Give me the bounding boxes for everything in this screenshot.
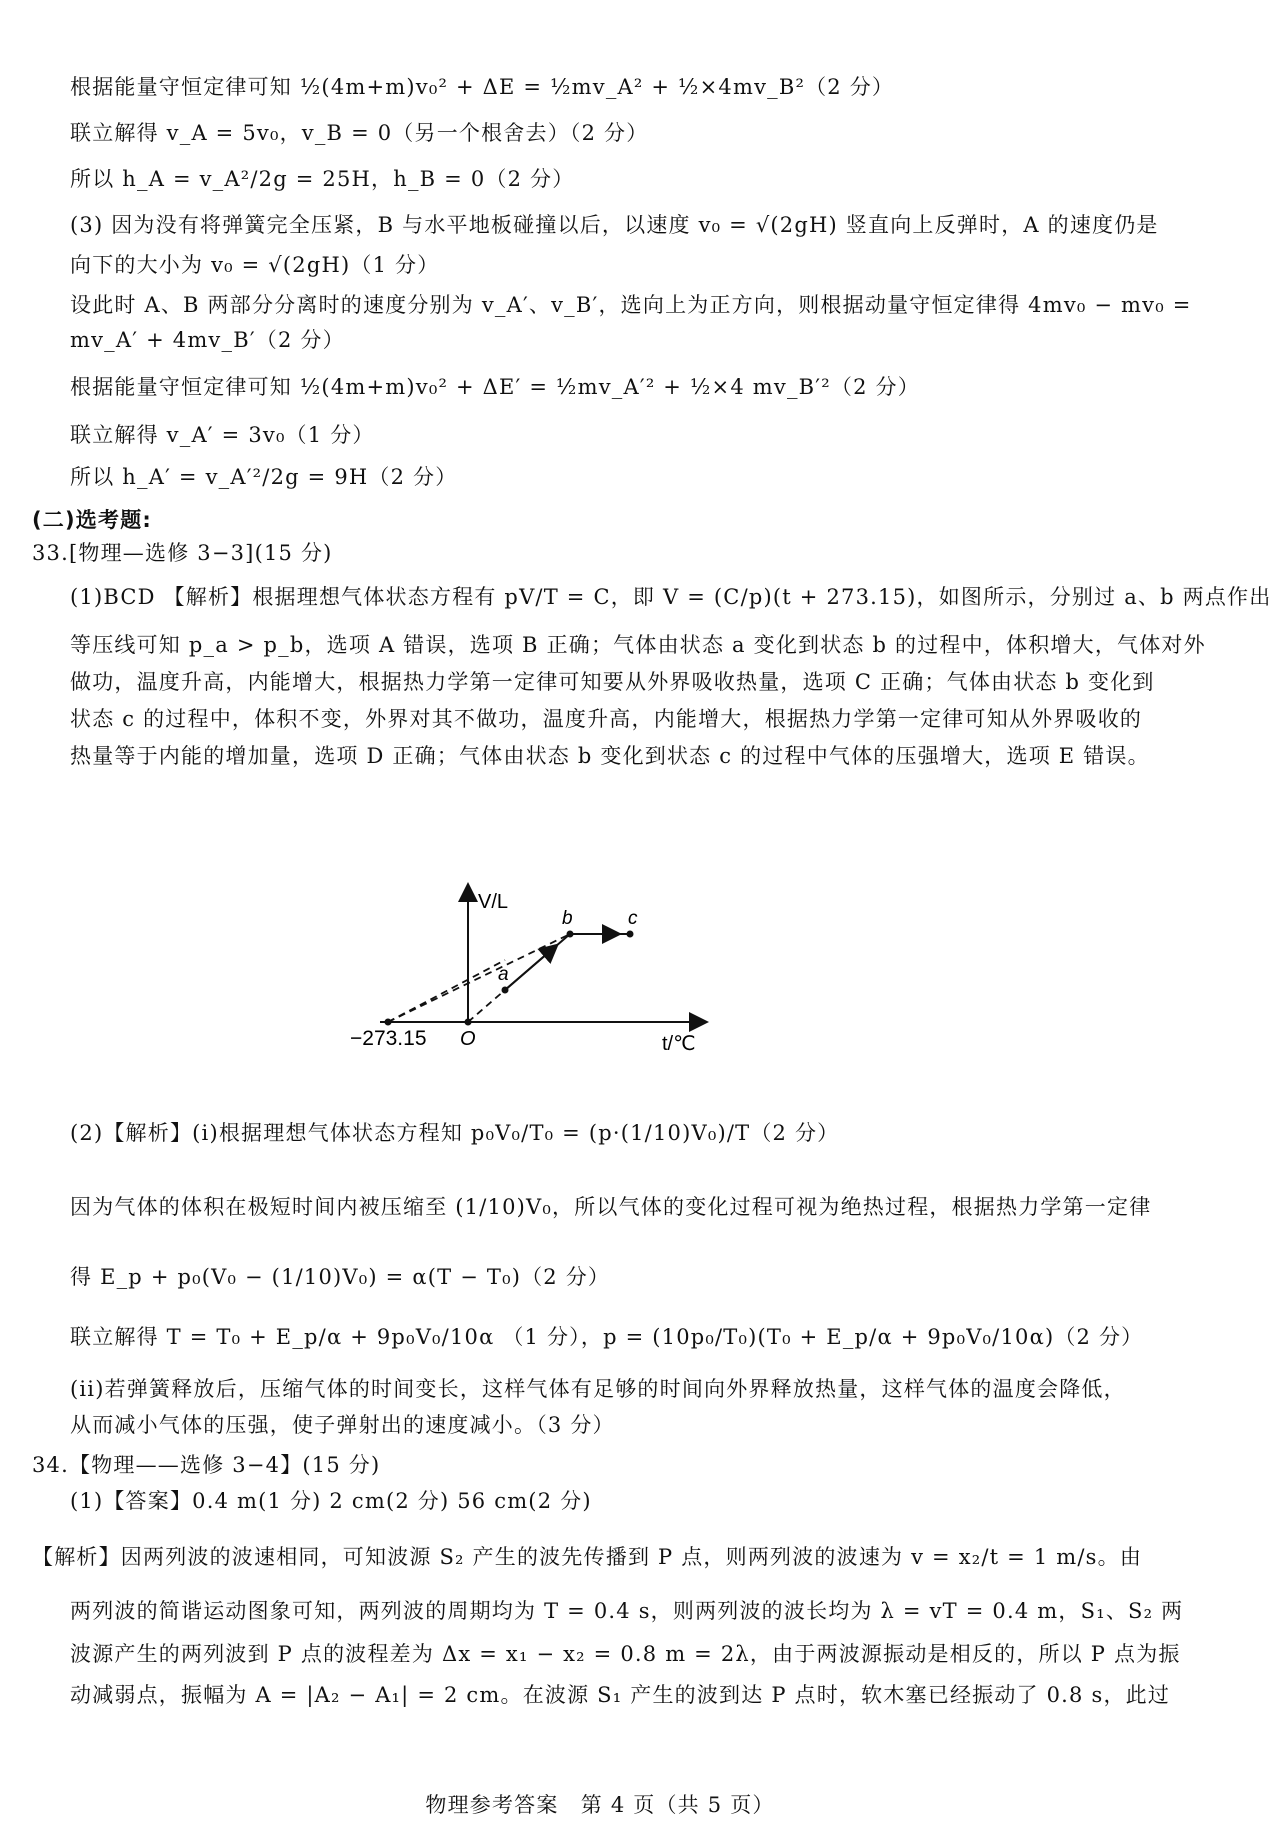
point-b	[567, 931, 574, 938]
text-line: 所以 h_A = v_A²/2g = 25H，h_B = 0（2 分）	[70, 167, 575, 191]
origin-label: O	[460, 1028, 476, 1050]
text-line: (2)【解析】(i)根据理想气体状态方程知 p₀V₀/T₀ = (p·(1/10)V₀)/T（2 分）	[70, 1121, 840, 1145]
text-line: (1)【答案】0.4 m(1 分) 2 cm(2 分) 56 cm(2 分)	[70, 1489, 592, 1513]
page-footer: 物理参考答案 第 4 页（共 5 页）	[425, 1793, 775, 1817]
text-line: 从而减小气体的压强，使子弹射出的速度减小。（3 分）	[70, 1413, 615, 1437]
intercept-label: −273.15	[350, 1027, 427, 1050]
text-line: 状态 c 的过程中，体积不变，外界对其不做功，温度升高，内能增大，根据热力学第一定律可知从外界吸收的	[70, 707, 1143, 731]
v-t-diagram	[350, 880, 840, 1100]
point-a	[502, 987, 509, 994]
point-c	[627, 931, 634, 938]
text-line: (3) 因为没有将弹簧完全压紧，B 与水平地板碰撞以后，以速度 v₀ = √(2gH) 竖直向上反弹时，A 的速度仍是	[70, 213, 1159, 237]
text-line: 两列波的简谐运动图象可知，两列波的周期均为 T = 0.4 s，则两列波的波长均为 λ = vT = 0.4 m，S₁、S₂ 两	[70, 1599, 1184, 1623]
text-line: (1)BCD 【解析】根据理想气体状态方程有 pV/T = C，即 V = (C/p)(t + 273.15)，如图所示，分别过 a、b 两点作出	[70, 585, 1271, 609]
text-line: 所以 h_A′ = v_A′²/2g = 9H（2 分）	[70, 465, 458, 489]
text-line: 因为气体的体积在极短时间内被压缩至 (1/10)V₀，所以气体的变化过程可视为绝热过程，根据热力学第一定律	[70, 1195, 1152, 1219]
v-axis-label: V/L	[478, 891, 509, 913]
text-line: 动减弱点，振幅为 A = |A₂ − A₁| = 2 cm。在波源 S₁ 产生的波到达 P 点时，软木塞已经振动了 0.8 s，此过	[70, 1683, 1171, 1707]
text-line: 做功，温度升高，内能增大，根据热力学第一定律可知要从外界吸收热量，选项 C 正确；气体由状态 b 变化到	[70, 670, 1155, 694]
intercept-point	[385, 1019, 392, 1026]
point-label-a: a	[498, 964, 509, 985]
text-line: 等压线可知 p_a > p_b，选项 A 错误，选项 B 正确；气体由状态 a 变化到状态 b 的过程中，体积增大，气体对外	[70, 633, 1206, 657]
text-line: 波源产生的两列波到 P 点的波程差为 Δx = x₁ − x₂ = 0.8 m = 2λ，由于两波源振动是相反的，所以 P 点为振	[70, 1642, 1181, 1666]
text-line: 【解析】因两列波的波速相同，可知波源 S₂ 产生的波先传播到 P 点，则两列波的波速为 v = x₂/t = 1 m/s。由	[32, 1545, 1143, 1569]
t-axis-label: t/℃	[662, 1033, 696, 1055]
section-heading: (二)选考题:	[32, 508, 152, 532]
text-line: (ii)若弹簧释放后，压缩气体的时间变长，这样气体有足够的时间向外界释放热量，这样气体的温度会降低，	[70, 1377, 1126, 1401]
text-line: 设此时 A、B 两部分分离时的速度分别为 v_A′、v_B′，选向上为正方向，则根据动量守恒定律得 4mv₀ − mv₀ =	[70, 293, 1192, 317]
isobar-b	[388, 934, 570, 1022]
text-line: 得 E_p + p₀(V₀ − (1/10)V₀) = α(T − T₀)（2 分）	[70, 1265, 611, 1289]
text-line: 联立解得 v_A = 5v₀，v_B = 0（另一个根舍去）（2 分）	[70, 121, 649, 145]
origin-point	[465, 1019, 472, 1026]
text-line: 热量等于内能的增加量，选项 D 正确；气体由状态 b 变化到状态 c 的过程中气体的压强增大，选项 E 错误。	[70, 744, 1150, 768]
isobar-a	[388, 960, 505, 1022]
text-line: mv_A′ + 4mv_B′（2 分）	[70, 328, 345, 352]
o-to-a-dashed	[468, 990, 505, 1022]
question-heading: 33.[物理—选修 3−3](15 分)	[32, 541, 333, 565]
text-line: 联立解得 T = T₀ + E_p/α + 9p₀V₀/10α （1 分），p = (10p₀/T₀)(T₀ + E_p/α + 9p₀V₀/10α)（2 分）	[70, 1325, 1144, 1349]
text-line: 向下的大小为 v₀ = √(2gH)（1 分）	[70, 253, 440, 277]
text-line: 根据能量守恒定律可知 ½(4m+m)v₀² + ΔE = ½mv_A² + ½×4mv_B²（2 分）	[70, 75, 895, 99]
point-label-b: b	[562, 908, 573, 929]
question-heading: 34.【物理——选修 3−4】(15 分)	[32, 1453, 381, 1477]
text-line: 根据能量守恒定律可知 ½(4m+m)v₀² + ΔE′ = ½mv_A′² + ½×4 mv_B′²（2 分）	[70, 375, 920, 399]
point-label-c: c	[628, 908, 638, 929]
text-line: 联立解得 v_A′ = 3v₀（1 分）	[70, 423, 375, 447]
